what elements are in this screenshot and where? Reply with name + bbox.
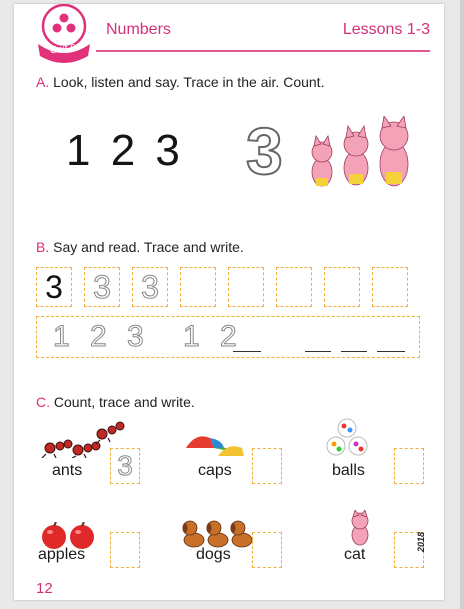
write-box-7[interactable] [324,267,360,307]
caps-icon [184,430,246,460]
trace-strip[interactable] [36,316,420,358]
trace-box-2[interactable]: 3 [84,267,120,307]
answer-box-dogs[interactable] [252,532,282,568]
traced-three-digit: 3 [246,114,283,188]
word-caps: caps [198,462,232,479]
dogs-icon [180,516,256,550]
big-digits: 1 2 3 [66,126,184,175]
write-box-5[interactable] [228,267,264,307]
strip-blank-2[interactable] [305,351,331,352]
section-a-title [36,74,324,90]
scrollbar-track[interactable] [460,0,464,609]
three-cats-icon [304,116,414,192]
cat-icon [348,510,372,546]
traced-three [246,116,304,186]
section-b-letter: B. [36,239,50,255]
section-b-title [36,239,244,255]
write-box-8[interactable] [372,267,408,307]
strip-blank-4[interactable] [377,351,405,352]
write-box-6[interactable] [276,267,312,307]
strip-trace-2: 1 2 [183,320,243,353]
word-balls: balls [332,462,365,479]
balls-icon [324,418,370,458]
word-cat: cat [344,546,366,563]
section-a-instruction: Look, listen and say. Trace in the air. Count. [53,74,325,90]
answer-box-apples[interactable] [110,532,140,568]
section-c-title [36,394,195,410]
answer-box-ants[interactable]: 3 [110,448,140,484]
section-c-letter: C. [36,394,50,410]
section-b-instruction: Say and read. Trace and write. [53,239,244,255]
lessons-label: Lessons 1-3 [342,21,430,38]
word-dogs: dogs [196,546,231,563]
word-apples: apples [38,546,86,563]
answer-box-balls[interactable] [394,448,424,484]
trace-box-1[interactable]: 3 [36,267,72,307]
year-mark: 2018 [416,531,426,552]
section-c-instruction: Count, trace and write. [53,394,195,410]
strip-blank-3[interactable] [341,351,367,352]
page-number: 12 [36,580,53,597]
section-a-letter: A. [36,74,50,90]
strip-blank-1[interactable] [233,351,261,352]
unit-badge-label: Unit 6 [49,42,77,57]
page-title: Numbers [106,21,171,38]
worksheet-page [14,4,444,600]
answer-box-caps[interactable] [252,448,282,484]
word-ants: ants [52,462,83,479]
strip-trace-1: 1 2 3 [53,320,150,353]
header-divider [96,50,430,52]
trace-box-3[interactable]: 3 [132,267,168,307]
write-box-4[interactable] [180,267,216,307]
